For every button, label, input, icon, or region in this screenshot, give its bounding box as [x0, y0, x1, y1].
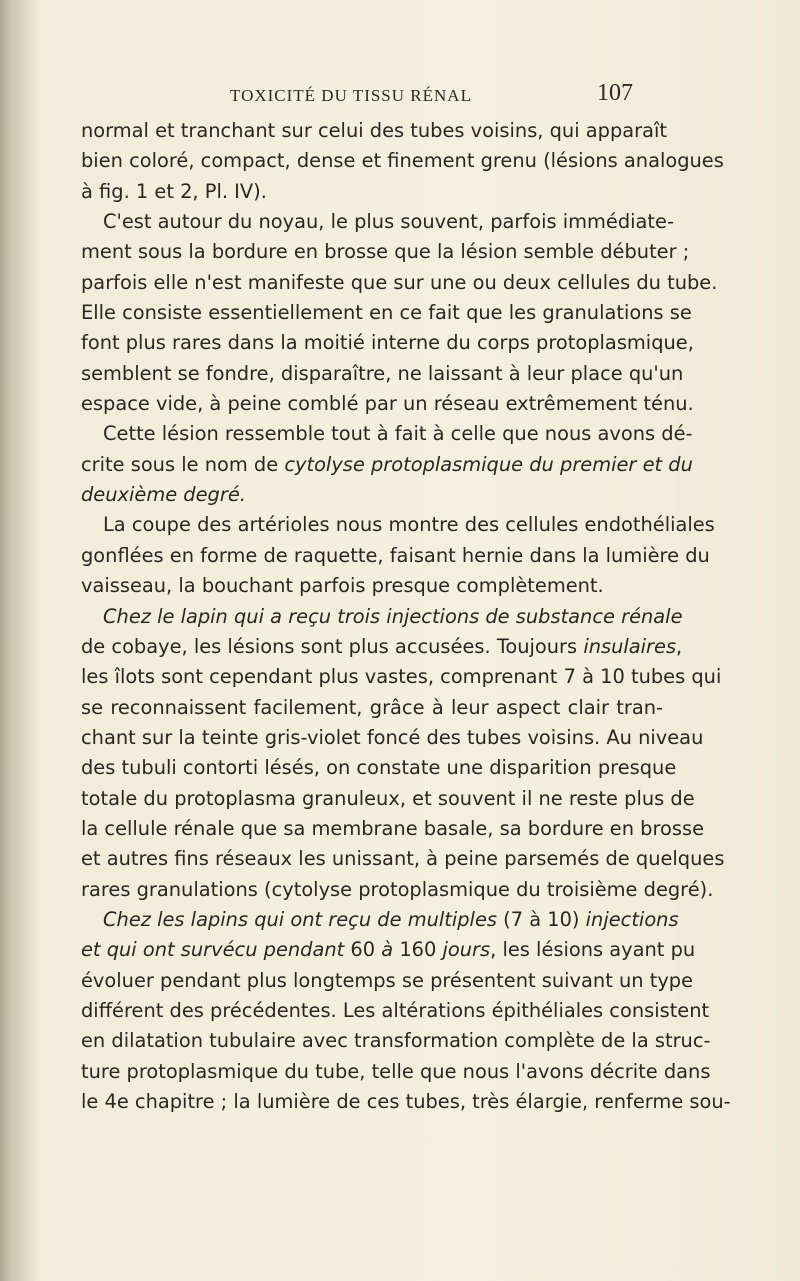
text-line — [81, 723, 704, 753]
text-run: Cette lésion ressemble tout à fait à celle que nous avons dé- — [103, 422, 693, 446]
text-line — [81, 146, 724, 176]
text-run: différent des précédentes. Les altérations épithéliales consistent — [81, 998, 710, 1022]
text-line — [81, 298, 692, 328]
text-run: le 4e chapitre ; la lumière de ces tubes, très élargie, renferme sou- — [81, 1090, 731, 1113]
text-run: se reconnaissent facilement, grâce à leur aspect clair tran- — [81, 695, 663, 719]
italic-text: à — [381, 938, 394, 962]
text-run: 160 — [393, 938, 443, 962]
text-line — [81, 328, 694, 358]
italic-text: injections — [585, 907, 679, 931]
text-line — [81, 844, 725, 874]
text-run: vaisseau, la bouchant parfois presque complètement. — [81, 574, 604, 598]
text-line — [81, 602, 683, 632]
text-line — [81, 693, 663, 723]
italic-text: Chez les lapins qui ont reçu de multiples — [103, 907, 497, 931]
text-line — [81, 1057, 711, 1087]
text-line — [81, 784, 695, 814]
text-run: 60 — [344, 938, 382, 962]
text-run: totale du protoplasma granuleux, et souvent il ne reste plus de — [81, 786, 695, 810]
text-line — [81, 966, 694, 996]
text-line — [81, 207, 674, 237]
text-line — [81, 510, 715, 540]
text-line — [81, 632, 683, 662]
text-line — [81, 996, 710, 1026]
text-run: rares granulations (cytolyse protoplasmique du troisième degré). — [81, 877, 714, 901]
text-run: C'est autour du noyau, le plus souvent, parfois immédiate- — [103, 210, 674, 234]
text-run: (7 à 10) — [496, 907, 586, 931]
page-number: 107 — [597, 80, 633, 106]
text-run: Elle consiste essentiellement en ce fait que les granulations se — [81, 301, 692, 325]
text-run: de cobaye, les lésions sont plus accusées. Toujours — [81, 634, 584, 658]
text-line — [81, 419, 693, 449]
text-run: bien coloré, compact, dense et finement grenu (lésions analogues — [81, 149, 724, 173]
text-run: parfois elle n'est manifeste que sur une ou deux cellules du tube. — [81, 270, 718, 294]
text-line — [81, 541, 710, 571]
gutter-shadow — [0, 0, 38, 1281]
text-line — [81, 359, 684, 389]
text-run: à fig. 1 et 2, Pl. IV). — [81, 179, 267, 203]
italic-text: insulaires — [583, 634, 677, 658]
text-run: en dilatation tubulaire avec transformation complète de la struc- — [81, 1029, 711, 1053]
text-run: chant sur la teinte gris-violet foncé des tubes voisins. Au niveau — [81, 725, 704, 749]
text-run: , — [676, 634, 683, 658]
italic-text: cytolyse protoplasmique du premier et du — [284, 452, 693, 476]
text-run: ment sous la bordure en brosse que la lésion semble débuter ; — [81, 240, 690, 264]
text-line — [81, 480, 663, 510]
text-run: évoluer pendant plus longtemps se présentent suivant un type — [81, 968, 694, 992]
text-line — [81, 177, 663, 207]
text-line — [81, 814, 705, 844]
text-line — [81, 875, 714, 905]
text-line — [81, 116, 667, 146]
text-run: semblent se fondre, disparaître, ne laissant à leur place qu'un — [81, 361, 684, 385]
text-line — [81, 268, 718, 298]
text-line — [81, 1026, 711, 1056]
text-run: La coupe des artérioles nous montre des cellules endothéliales — [103, 513, 715, 537]
text-run: font plus rares dans la moitié interne du corps protoplasmique, — [81, 331, 694, 355]
text-line — [81, 389, 694, 419]
text-line — [81, 753, 677, 783]
italic-text: jours — [442, 938, 491, 962]
text-line — [81, 935, 696, 965]
text-run: normal et tranchant sur celui des tubes voisins, qui apparaît — [81, 119, 667, 142]
text-run: , les lésions ayant pu — [490, 938, 696, 962]
text-line — [81, 662, 722, 692]
body-text — [81, 116, 731, 1117]
italic-text: Chez le lapin qui a reçu trois injections de substance rénale — [103, 604, 683, 628]
italic-text: deuxième degré. — [81, 483, 246, 507]
text-run: des tubuli contorti lésés, on constate une disparition presque — [81, 756, 677, 780]
text-line — [81, 571, 663, 601]
text-line — [81, 450, 693, 480]
text-run: espace vide, à peine comblé par un réseau extrêmement ténu. — [81, 392, 694, 416]
text-run: gonflées en forme de raquette, faisant hernie dans la lumière du — [81, 543, 710, 567]
text-run: crite sous le nom de — [81, 452, 285, 476]
text-run: les îlots sont cependant plus vastes, comprenant 7 à 10 tubes qui — [81, 665, 722, 689]
text-line — [81, 237, 690, 267]
running-head: TOXICITÉ DU TISSU RÉNAL — [230, 86, 472, 105]
text-line — [81, 1087, 731, 1117]
text-line — [81, 905, 679, 935]
text-run: et autres fins réseaux les unissant, à peine parsemés de quelques — [81, 847, 725, 871]
text-run: la cellule rénale que sa membrane basale, sa bordure en brosse — [81, 816, 705, 840]
text-run: ture protoplasmique du tube, telle que nous l'avons décrite dans — [81, 1059, 711, 1083]
italic-text: et qui ont survécu pendant — [81, 938, 345, 962]
